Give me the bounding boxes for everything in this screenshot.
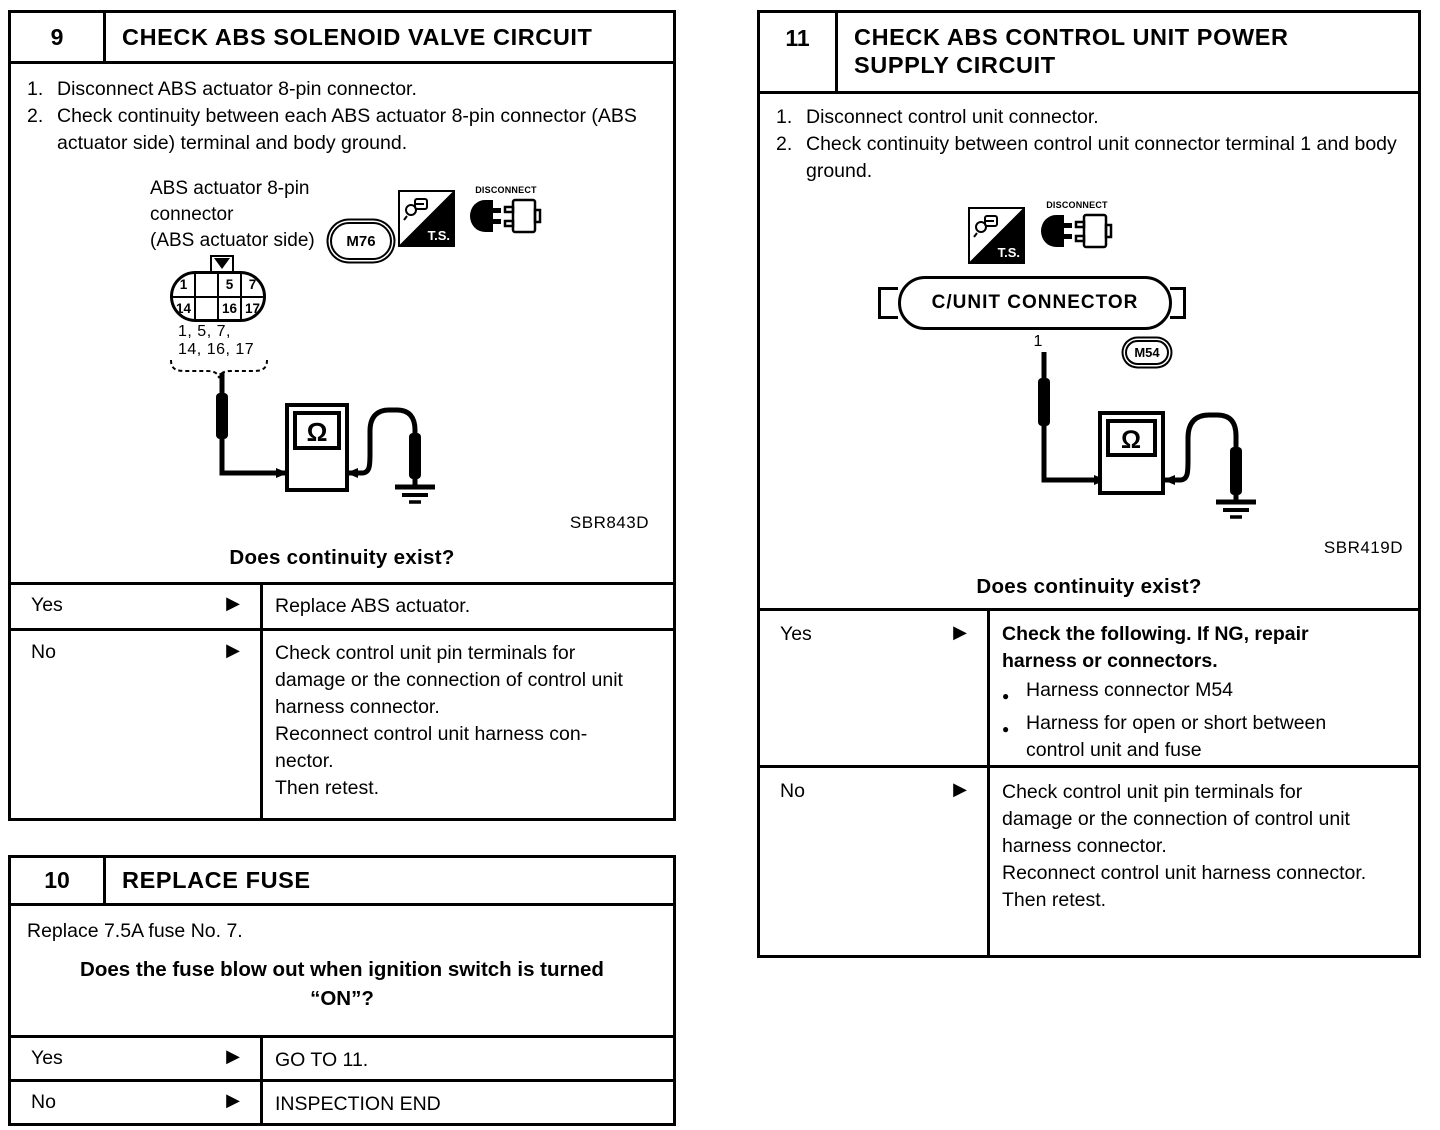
connector-end-tab (1170, 287, 1186, 319)
disconnect-icon (1034, 200, 1120, 259)
terminal-number: 1 (1033, 333, 1043, 350)
instruction-item (776, 104, 1410, 131)
result-line: Then retest. (1002, 889, 1107, 911)
disconnect-label: DISCONNECT (1046, 200, 1108, 210)
no-label-cell (760, 768, 990, 955)
test-probe (1038, 378, 1050, 426)
yes-row (8, 582, 676, 631)
test-probe (409, 433, 421, 479)
connector-id-badge: M54 (1125, 340, 1169, 365)
no-label: No (31, 1091, 56, 1113)
test-probe (216, 393, 228, 439)
no-result (263, 631, 673, 818)
check-item-text: Harness for open or short between control unit and fuse (1026, 712, 1327, 761)
continuity-test-circuit (1010, 352, 1300, 537)
check-item (1002, 710, 1384, 764)
no-row (8, 628, 676, 821)
step-10-header (11, 858, 673, 903)
bullet-icon: ● (1002, 722, 1010, 736)
connector-pinout (170, 271, 266, 322)
arrow-icon: ▶ (226, 640, 240, 660)
no-row (8, 1079, 676, 1126)
probe-wire (1044, 352, 1100, 480)
figure-code: SBR419D (1323, 538, 1403, 557)
unplugged-connector-icon (1040, 210, 1114, 254)
pin-cell: 1 (179, 277, 188, 293)
ts-tester-icon (398, 190, 455, 247)
ts-label: T.S. (997, 245, 1020, 260)
continuity-test-circuit (176, 373, 476, 533)
step-11-header (760, 13, 1418, 94)
yes-result: GO TO 11. (275, 1049, 369, 1071)
connector-id-badge: M76 (330, 222, 392, 260)
yes-row (8, 1035, 676, 1082)
step-10-number: 10 (11, 858, 106, 903)
yes-label: Yes (780, 623, 812, 645)
yes-label-cell (11, 1038, 263, 1079)
check-item-text: Harness connector M54 (1026, 679, 1234, 701)
result-emphasis: Check the following. If NG, repair harness or connectors. (1002, 623, 1309, 672)
result-line: Then retest. (275, 777, 380, 799)
connector-caption (150, 176, 315, 254)
cunit-connector-banner: C/UNIT CONNECTOR (898, 276, 1172, 330)
pin-cell (194, 298, 217, 320)
no-label: No (780, 780, 805, 802)
ground-wire (1163, 415, 1236, 502)
ohm-symbol: Ω (1120, 426, 1142, 454)
no-label: No (31, 641, 56, 663)
test-probe (1230, 447, 1242, 495)
instruction-number: 2. (27, 105, 44, 127)
pin-row (173, 274, 263, 296)
step-11-panel (757, 10, 1421, 611)
caption-line: ABS actuator 8-pin (150, 178, 310, 199)
pin-cell: 16 (217, 298, 240, 320)
decision-question: Does the fuse blow out when ignition switch is turned “ON”? (80, 958, 604, 1010)
no-label-cell (11, 631, 263, 818)
tested-terminals-list (178, 323, 254, 359)
key-arrow-icon (214, 258, 230, 269)
yes-label-cell (760, 611, 990, 767)
step-11-number: 11 (760, 13, 838, 91)
arrow-icon: ▶ (226, 593, 240, 613)
caption-line: connector (150, 204, 234, 225)
instruction-text: Disconnect ABS actuator 8-pin connector. (57, 78, 417, 100)
instruction-number: 1. (776, 106, 793, 128)
check-item (1002, 677, 1384, 710)
step-10-title: REPLACE FUSE (122, 867, 311, 893)
step-9-instructions (11, 64, 673, 157)
yes-result: Replace ABS actuator. (275, 595, 471, 617)
disconnect-icon (463, 185, 549, 244)
arrow-icon: ▶ (953, 622, 967, 642)
step-9-number: 9 (11, 13, 106, 61)
ohm-symbol: Ω (306, 417, 328, 447)
figure-code: SBR843D (569, 513, 649, 532)
unplugged-connector-icon (469, 195, 543, 239)
yes-row (757, 608, 1421, 770)
tester-sketch-icon (972, 211, 1002, 241)
yes-label: Yes (31, 1047, 63, 1069)
instruction-text: Check continuity between control unit connector terminal 1 and body ground. (806, 133, 1397, 182)
instruction-item (27, 76, 665, 103)
result-line: Reconnect control unit harness connector. (275, 723, 588, 772)
no-row (757, 765, 1421, 958)
pin-cell: 14 (175, 300, 192, 316)
instruction-number: 2. (776, 133, 793, 155)
check-list (1002, 677, 1384, 764)
terminal-list-line: 14, 16, 17 (178, 341, 255, 358)
instruction-item (776, 131, 1410, 185)
disconnect-label: DISCONNECT (475, 185, 537, 195)
no-label-cell (11, 1082, 263, 1123)
decision-question: Does continuity exist? (976, 575, 1202, 598)
connector-end-bracket (878, 287, 898, 319)
terminal-list-line: 1, 5, 7, (178, 323, 231, 340)
pin-cell: 5 (217, 274, 240, 296)
step-9-panel (8, 10, 676, 585)
arrow-icon: ▶ (226, 1046, 240, 1066)
tester-sketch-icon (402, 194, 432, 224)
step-11-instructions (760, 94, 1418, 185)
ts-tester-icon (968, 207, 1025, 264)
ts-label: T.S. (427, 228, 450, 243)
instruction-text: Check continuity between each ABS actuator 8-pin connector (ABS actuator side) terminal and body ground. (57, 105, 637, 154)
step-10-body-panel (8, 903, 676, 1038)
instruction-item (27, 103, 665, 157)
pin-row (173, 296, 263, 320)
yes-label: Yes (31, 594, 63, 616)
probe-wire (222, 373, 287, 473)
result-line: Check control unit pin terminals for damage or the connection of control unit harness connector. (275, 642, 623, 718)
yes-result (990, 611, 1418, 767)
decision-question: Does continuity exist? (229, 546, 455, 569)
pin-cell: 7 (240, 274, 263, 296)
no-result: INSPECTION END (275, 1093, 441, 1115)
instruction-number: 1. (27, 78, 44, 100)
arrow-icon: ▶ (953, 779, 967, 799)
step-10-instruction: Replace 7.5A fuse No. 7. (27, 920, 243, 942)
step-11-title: CHECK ABS CONTROL UNIT POWER SUPPLY CIRCUIT (854, 24, 1289, 78)
caption-line: (ABS actuator side) (150, 230, 315, 251)
pin-cell (194, 274, 217, 296)
step-9-title: CHECK ABS SOLENOID VALVE CIRCUIT (122, 23, 593, 50)
result-line: Check control unit pin terminals for damage or the connection of control unit harness connector. (1002, 781, 1350, 857)
pin-cell: 17 (240, 298, 263, 320)
step-9-header (11, 13, 673, 64)
no-result (990, 768, 1418, 955)
instruction-text: Disconnect control unit connector. (806, 106, 1099, 128)
yes-label-cell (11, 585, 263, 628)
connector-key-tab (210, 255, 234, 272)
step-10-header-panel (8, 855, 676, 906)
bullet-icon: ● (1002, 689, 1010, 703)
arrow-icon: ▶ (226, 1090, 240, 1110)
result-line: Reconnect control unit harness connector. (1002, 862, 1367, 884)
